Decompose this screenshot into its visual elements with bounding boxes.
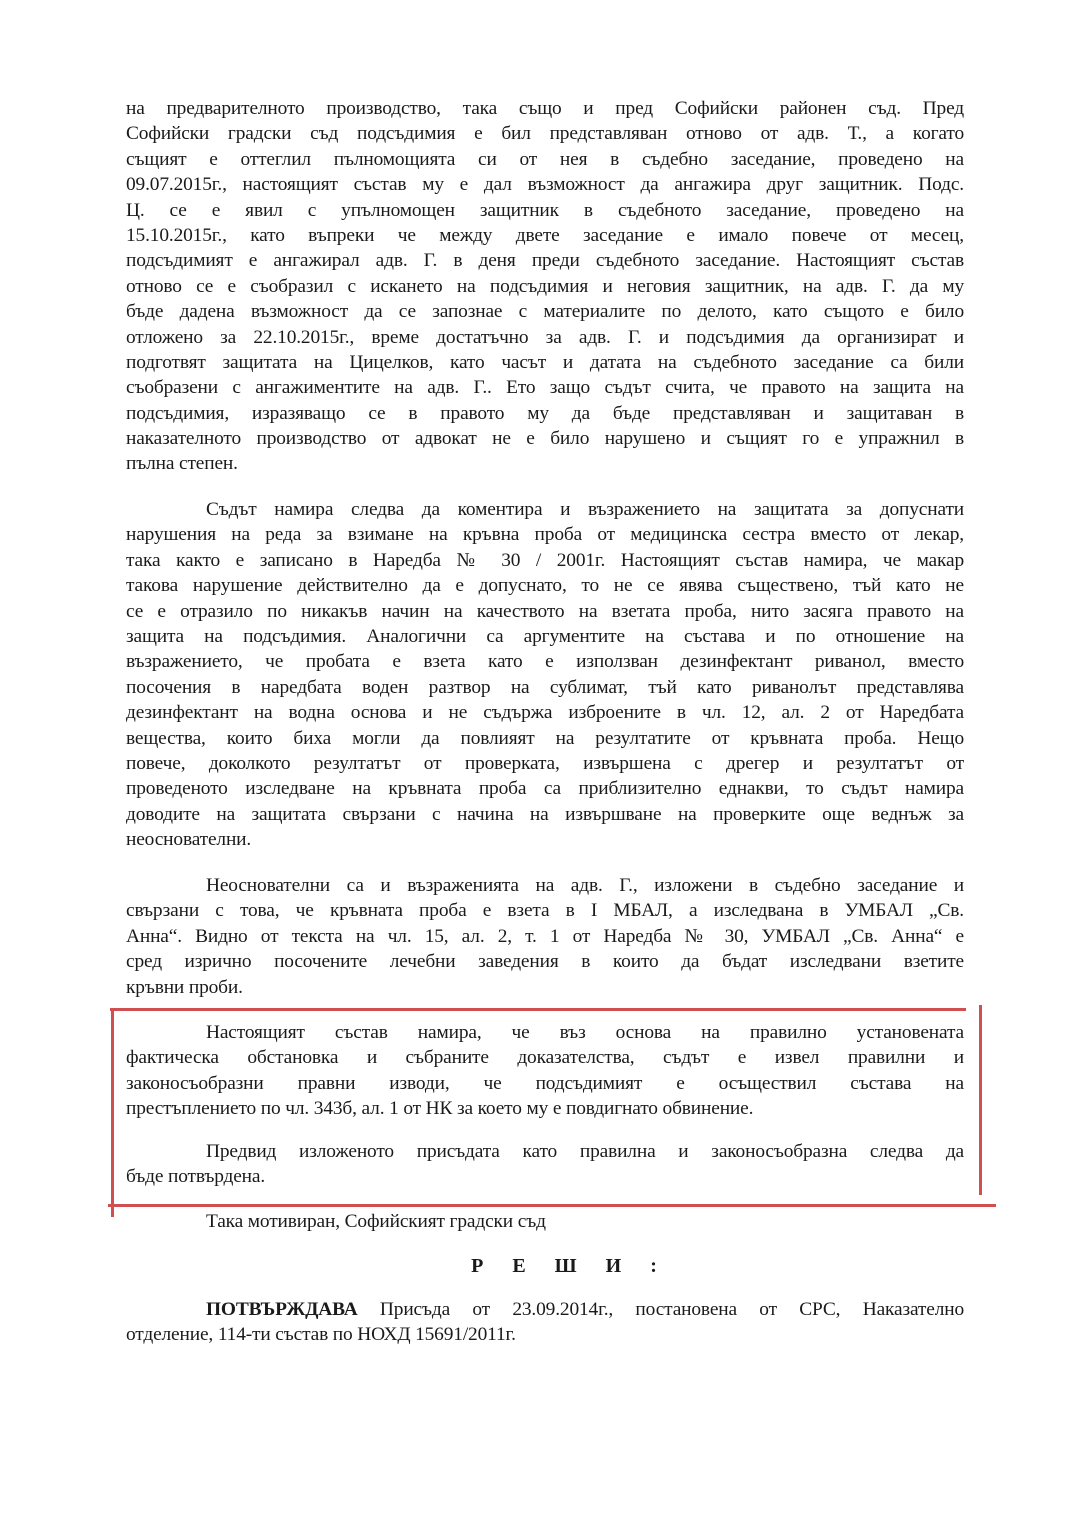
paragraph-confirm xyxy=(126,1139,964,1190)
text-line: отложено за 22.10.2015г., време достатъчно за адв. Г. и подсъдимия да организират и xyxy=(126,326,964,348)
text-line: Настоящият състав намира, че въз основа на правилно установената xyxy=(206,1022,964,1043)
paragraph-conclusion xyxy=(126,1020,964,1122)
text-line: Неоснователни са и възраженията на адв. Г., изложени в съдебно заседание и xyxy=(206,875,964,896)
text-line: бъде потвърдена. xyxy=(126,1166,266,1188)
text-line: пълна степен. xyxy=(126,453,238,475)
text-line: възражението, че пробата е взета като е използван дезинфектант риванол, вместо xyxy=(126,651,964,673)
text-line: съобразени с ангажиментите на адв. Г.. Ето защо съдът счита, че правото на защита на xyxy=(126,377,964,399)
text-line: кръвни проби. xyxy=(126,976,243,998)
text-line: Анна“. Видно от текста на чл. 15, ал. 2, т. 1 от Наредба № 30, УМБАЛ „Св. Анна“ е xyxy=(126,925,964,947)
text-line: подсъдимият е ангажирал адв. Г. в деня преди съдебното заседание. Настоящият състав xyxy=(126,250,964,272)
text-line: Ц. се е явил с упълномощен защитник в съдебното заседание, проведено на xyxy=(126,199,964,221)
text-line: Софийски градски съд подсъдимия е бил представляван отново от адв. Т., а когато xyxy=(126,123,964,145)
highlight-box-bottom-edge xyxy=(108,1204,996,1207)
text-line: 09.07.2015г., настоящият състав му е дал възможност да ангажира друг защитник. Подс. xyxy=(126,174,964,196)
text-line: фактическа обстановка и събраните доказателства, съдът е извел правилни и xyxy=(126,1047,964,1069)
text-line: повече, доколкото резултатът от проверката, извършена с дрегер и резултатът от xyxy=(126,752,964,774)
paragraph-objections xyxy=(126,873,964,1000)
text-line: вещества, които биха могли да повлияят на резултатите от кръвната проба. Нещо xyxy=(126,727,964,749)
text-line: 15.10.2015г., като въпреки че между двете заседание е имало повече от месец, xyxy=(126,224,964,246)
decision-text xyxy=(126,1297,964,1348)
paragraph-motivated xyxy=(126,1209,964,1234)
text-line: Предвид изложеното присъдата като правилна и законосъобразна следва да xyxy=(206,1141,964,1162)
text-line: така както е записано в Наредба № 30 / 2001г. Настоящият състав намира, че макар xyxy=(126,549,964,571)
text-line: защита на подсъдимия. Аналогични са аргументите на състава и по отношение на xyxy=(126,625,964,647)
paragraph-blood-sample xyxy=(126,497,964,852)
text-line: Съдът намира следва да коментира и възражението на защитата за допуснати xyxy=(206,499,964,520)
text-line: дезинфектант на водна основа и не съдържа изброените в чл. 12, ал. 2 от Наредбата xyxy=(126,702,964,724)
text-line: подсъдимия, изразяващо се в правото му да бъде представляван и защитаван в xyxy=(126,402,964,424)
text-line: неоснователни. xyxy=(126,829,252,851)
text-line: свързани с това, че кръвната проба е взета в I МБАЛ, а изследвана в УМБАЛ „Св. xyxy=(126,900,964,922)
text-line: сред изрично посочените лечебни заведения в които да бъдат изследвани взетите xyxy=(126,951,964,973)
text-line: подготвят защитата на Цицелков, като часът и датата на съдебното заседание са били xyxy=(126,351,964,373)
text-line: законосъобразни правни изводи, че подсъдимият е осъществил състава на xyxy=(126,1072,964,1094)
paragraph-defense-rights xyxy=(126,96,964,477)
highlight-box-right-edge xyxy=(979,1005,982,1195)
text-line: нарушения на реда за взимане на кръвна проба от медицинска сестра вместо от лекар, xyxy=(126,524,964,546)
highlight-box-left-edge xyxy=(111,1010,114,1217)
text-line: наказателното производство от адвокат не е било нарушено и същият го е упражнил в xyxy=(126,428,964,450)
text-line: отново се е съобразил с искането на подсъдимия и неговия защитник, на адв. Г. да му xyxy=(126,275,964,297)
text-line: бъде дадена възможност да се запознае с материалите по делото, като същото е било xyxy=(126,301,964,323)
text-line: на предварителното производство, така също и пред Софийски районен съд. Пред xyxy=(126,98,964,119)
text-line: отделение, 114-ти състав по НОХД 15691/2011г. xyxy=(126,1324,516,1346)
text-line: такова нарушение действително да е допуснато, то не се явява съществено, тъй като не xyxy=(126,575,964,597)
text-line: доводите на защитата свързани с начина на извършване на проверките още веднъж за xyxy=(126,803,964,825)
text-line: проведеното изследване на кръвната проба са приблизително еднакви, то съдът намира xyxy=(126,778,964,800)
decision-line1-rest: Присъда от 23.09.2014г., постановена от СРС, Наказателно xyxy=(357,1299,964,1320)
highlight-box-top-edge xyxy=(110,1008,966,1011)
text-line: посочения в наредбата воден разтвор на сублимат, тъй като риванолът представлява xyxy=(126,676,964,698)
text-line: Така мотивиран, Софийският градски съд xyxy=(206,1211,546,1232)
text-line: същият е оттеглил пълномощията си от нея в съдебно заседание, проведено на xyxy=(126,148,964,170)
text-line: се е отразило по никакъв начин на качеството на взетата проба, нито засяга правото на xyxy=(126,600,964,622)
decision-verb: ПОТВЪРЖДАВА xyxy=(206,1299,358,1320)
text-line: престъплението по чл. 343б, ал. 1 от НК за което му е повдигнато обвинение. xyxy=(126,1098,754,1120)
text-line xyxy=(126,1297,964,1322)
decision-heading: Р Е Ш И : xyxy=(471,1255,669,1277)
